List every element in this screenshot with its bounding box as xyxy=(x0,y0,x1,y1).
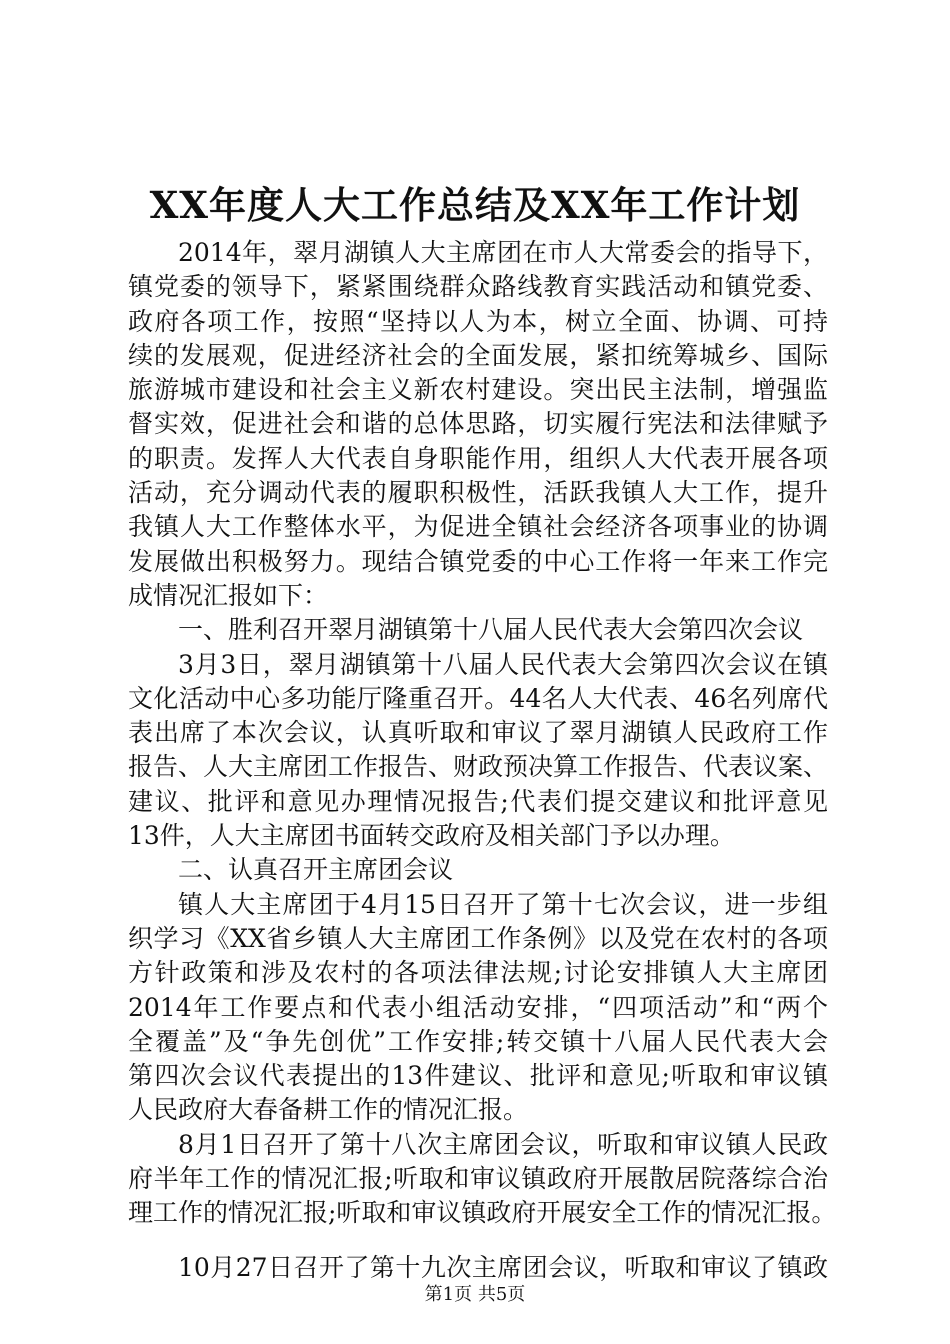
body-line: 镇人大主席团于4月15日召开了第十七次会议，进一步组 xyxy=(178,889,828,919)
body-line: 人民政府大春备耕工作的情况汇报。 xyxy=(128,1095,529,1125)
document-body xyxy=(128,236,837,1285)
body-line: 的职责。发挥人大代表自身职能作用，组织人大代表开展各项 xyxy=(128,443,828,473)
body-line: 第四次会议代表提出的13件建议、批评和意见;听取和审议镇 xyxy=(128,1061,828,1091)
body-line: 发展做出积极努力。现结合镇党委的中心工作将一年来工作完 xyxy=(128,546,828,576)
body-line: 一、胜利召开翠月湖镇第十八届人民代表大会第四次会议 xyxy=(178,615,804,645)
body-line: 理工作的情况汇报;听取和审议镇政府开展安全工作的情况汇报。 xyxy=(128,1198,837,1228)
body-line: 文化活动中心多功能厅隆重召开。44名人大代表、46名列席代 xyxy=(128,683,828,713)
body-line: 镇党委的领导下，紧紧围绕群众路线教育实践活动和镇党委、 xyxy=(128,272,828,302)
page-number: 第1页 共5页 xyxy=(424,1284,526,1305)
body-line: 8月1日召开了第十八次主席团会议，听取和审议镇人民政 xyxy=(178,1129,828,1159)
body-line: 政府各项工作，按照“坚持以人为本，树立全面、协调、可持 xyxy=(128,306,828,336)
body-line: 督实效，促进社会和谐的总体思路，切实履行宪法和法律赋予 xyxy=(128,409,828,439)
body-line: 二、认真召开主席团会议 xyxy=(178,855,454,885)
body-line: 表出席了本次会议，认真听取和审议了翠月湖镇人民政府工作 xyxy=(128,718,828,748)
body-line: 建议、批评和意见办理情况报告;代表们提交建议和批评意见 xyxy=(128,786,828,816)
body-line: 2014年工作要点和代表小组活动安排，“四项活动”和“两个 xyxy=(128,992,828,1022)
body-line: 3月3日，翠月湖镇第十八届人民代表大会第四次会议在镇 xyxy=(178,649,828,679)
document-title: XX年度人大工作总结及XX年工作计划 xyxy=(149,183,801,227)
body-line: 府半年工作的情况汇报;听取和审议镇政府开展散居院落综合治 xyxy=(128,1164,828,1194)
body-line: 续的发展观，促进经济社会的全面发展，紧扣统筹城乡、国际 xyxy=(128,340,828,370)
body-line: 旅游城市建设和社会主义新农村建设。突出民主法制，增强监 xyxy=(128,375,828,405)
body-line: 我镇人大工作整体水平，为促进全镇社会经济各项事业的协调 xyxy=(128,512,828,542)
body-line: 成情况汇报如下： xyxy=(128,580,329,610)
body-line: 报告、人大主席团工作报告、财政预决算工作报告、代表议案、 xyxy=(128,752,829,782)
body-line: 13件，人大主席团书面转交政府及相关部门予以办理。 xyxy=(128,821,735,851)
body-line: 全覆盖”及“争先创优”工作安排;转交镇十八届人民代表大会 xyxy=(128,1026,828,1056)
body-line: 织学习《XX省乡镇人大主席团工作条例》以及党在农村的各项 xyxy=(128,923,828,953)
body-line: 方针政策和涉及农村的各项法律法规;讨论安排镇人大主席团 xyxy=(128,958,828,988)
body-line: 活动，充分调动代表的履职积极性，活跃我镇人大工作，提升 xyxy=(128,478,828,508)
body-line: 10月27日召开了第十九次主席团会议，听取和审议了镇政 xyxy=(178,1252,828,1282)
body-line: 2014年，翠月湖镇人大主席团在市人大常委会的指导下， xyxy=(178,238,828,267)
